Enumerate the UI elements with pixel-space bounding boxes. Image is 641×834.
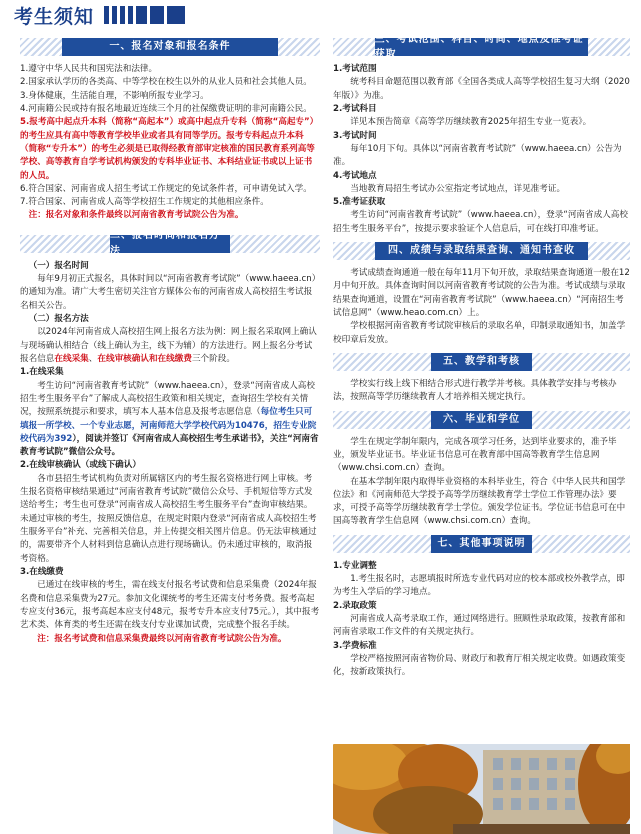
s3-item-1-text: 统考科目命题范围以教育部《全国各类成人高等学校招生复习大纲（2020年版）》为准。 <box>333 77 630 101</box>
title-decoration <box>104 6 185 24</box>
s2-step3-text: 已通过在线审核的考生，需在线支付报名考试费和信息采集费（2024年报名费和信息采集费为27元。参加文化课统考的考生还需支付考务费。报考高起专应支付36元，报考高起本应支付48元，报考专升本应支付75元。），其中报考艺术类、体育类的考生还需在线支付专业课加试费，完成整个报名手续。 <box>20 580 320 631</box>
s2-sub2-text-c: 三个阶段。 <box>191 353 235 364</box>
s2-sub1-title: （一）报名时间 <box>28 260 89 271</box>
s7-text-3: 学校严格按照河南省物价局、财政厅和教育厅相关规定收费。如遇政策变化，按新政策执行。 <box>333 653 626 678</box>
s1-item-1: 1.遵守中华人民共和国宪法和法律。 <box>20 64 158 74</box>
section-4-title: 四、成绩与录取结果查询、通知书查收 <box>375 242 589 260</box>
section-7-header <box>333 535 630 553</box>
s7-heading-1: 1.专业调整 <box>333 560 377 571</box>
section-5-body <box>333 378 630 405</box>
s2-step1-text <box>20 380 320 460</box>
s6-paragraph-1: 学生在规定学制年限内，完成各项学习任务，达到毕业要求的，准予毕业，颁发毕业证书。毕业证书信息可在教育部中国高等教育学生信息网（www.chsi.com.cn）查询。 <box>333 436 617 474</box>
section-2-title: 二、报名时间和报名方法 <box>110 235 230 253</box>
section-4-body <box>333 267 630 347</box>
section-5-header <box>333 353 630 371</box>
section-7-body <box>333 560 630 680</box>
s7-heading-2: 2.录取政策 <box>333 600 377 611</box>
section-1-header <box>20 38 320 56</box>
s3-item-4-text: 当地教育局招生考试办公室指定考试地点，详见准考证。 <box>350 183 566 194</box>
s1-item-3: 3.身体健康，生活能自理，不影响所报专业学习。 <box>20 90 209 101</box>
s3-item-5-text: 考生访问“河南省教育考试院”（www.haeea.cn），登录“河南省成人高校招生考生服务平台”，按提示要求验证个人信息后，可在线打印准考证。 <box>333 210 628 234</box>
section-6-title: 六、毕业和学位 <box>431 411 532 429</box>
s3-item-3-text: 每年10月下旬。具体以“河南省教育考试院”（www.haeea.cn）公告为准。 <box>333 143 622 168</box>
s3-item-1-heading: 1.考试范围 <box>333 64 377 74</box>
s6-paragraph-2: 在基本学制年限内取得毕业资格的本科毕业生，符合《中华人民共和国学位法》和《河南师范大学授予高等学历继续教育学士学位工作管理办法》要求，可授予高等学历继续教育学士学位。颁发学位证书。学位证书信息可在中国高等教育学生信息网（www.chsi.com.cn）查询。 <box>333 476 626 527</box>
s1-item-7: 7.符合国家、河南省成人高等学校招生工作规定的其他相应条件。 <box>20 197 269 208</box>
s2-step3-title: 3.在线缴费 <box>20 566 64 577</box>
section-5-title: 五、教学和考核 <box>431 353 532 371</box>
s2-sub2-red-2: 在线审核确认和在线缴费 <box>97 353 192 364</box>
s2-step1-text-b: ），阅读并签订《河南省成人高校招生考生承诺书》，关注“河南省教育考试院”微信公众号。 <box>20 433 319 458</box>
section-3-header <box>333 33 630 60</box>
section-7-title: 七、其他事项说明 <box>431 535 532 553</box>
s1-item-2: 2.国家承认学历的各类高、中等学校在校生以外的从业人员和社会其他人员。 <box>20 77 312 88</box>
s7-text-1: 1.考生报名时，志愿填报时所选专业代码对应的校本部或校外教学点，即为考生入学后的学习地点。 <box>333 574 625 598</box>
s2-step1-highlight: 每位考生只可填报一所学校、一个专业志愿，河南师范大学学校代码为10476，招生专业院校代码为392 <box>20 407 317 444</box>
s3-item-5-heading: 5.准考证获取 <box>333 197 386 208</box>
s3-item-2-text: 详见本预告简章《高等学历继续教育2025年招生专业一览表》。 <box>350 117 592 128</box>
s7-heading-3: 3.学费标准 <box>333 640 377 651</box>
s3-item-2-heading: 2.考试科目 <box>333 103 377 114</box>
section-1-title: 一、报名对象和报名条件 <box>62 38 278 56</box>
section-3-body <box>333 63 630 236</box>
section-6-header <box>333 411 630 429</box>
s7-text-2: 河南省成人高考录取工作，通过网络进行。照顾性录取政策，按教育部和河南省录取工作文件的有关规定执行。 <box>333 614 626 638</box>
s1-item-5: 5.报考高中起点升本科（简称“高起本”）或高中起点升专科（简称“高起专”）的考生应具有高中等教育学校毕业或者具有同等学历。报考专科起点升本科（简称“专升本”）的考生必须是已取得经教育部审定核准的国民教育系列高等学校、高等教育自学考试机构颁发的专科毕业证书、本科结业证书或以上证书的人员。 <box>20 117 319 181</box>
section-2-header <box>20 230 320 257</box>
campus-photo-illustration <box>333 744 630 834</box>
s1-item-6: 6.符合国家、河南省成人招生考试工作规定的免试条件者，可申请免试入学。 <box>20 183 312 194</box>
s3-item-3-heading: 3.考试时间 <box>333 130 377 141</box>
s2-sub2-text-a: 以2024年河南省成人高校招生网上报名方法为例：网上报名采取网上确认与现场确认相结合（线上确认为主，线下为辅）的方法进行。网上报名分考试报名信息 <box>20 327 317 364</box>
title-bar <box>0 0 641 30</box>
section-1-body <box>20 63 320 223</box>
left-column <box>20 38 320 646</box>
s2-step2-title: 2.在线审核确认（或线下确认） <box>20 460 141 471</box>
s2-sub2-text <box>20 326 320 366</box>
s2-step2-text: 各市县招生考试机构负责对所属辖区内的考生报名资格进行网上审核。考生报名资格审核结果通过“河南省教育考试院”微信公众号、手机短信等方式发送给考生；考生也可登录“河南省成人高校招生考生服务平台”查询审核结果。未通过审核的考生，按照反馈信息，在规定时限内登录“河南省成人高校招生考生服务平台”补充、完善相关信息，并上传提交相关图片信息。仍无法审核通过的，需要带齐个人材料到信息确认点进行现场确认。仍未通过审核的，取消报考资格。 <box>20 473 317 564</box>
right-column <box>333 33 630 680</box>
section-2-body <box>20 260 320 646</box>
s2-sub2-title: （二）报名方法 <box>28 314 89 324</box>
s3-item-4-heading: 4.考试地点 <box>333 170 377 181</box>
section-4-header <box>333 242 630 260</box>
s2-step1-title: 1.在线采集 <box>20 367 64 378</box>
s5-paragraph-1: 学校实行线上线下相结合形式进行教学并考核。具体教学安排与考核办法，按照高等学历继续教育人才培养相关规定执行。 <box>333 378 617 403</box>
section-3-title: 三、考试范围、科目、时间、地点及准考证获取 <box>375 38 589 56</box>
s1-item-4: 4.河南籍公民或持有报名地最近连续三个月的社保缴费证明的非河南籍公民。 <box>20 103 312 114</box>
s2-sub2-red-1: 在线采集 <box>54 353 89 364</box>
s4-paragraph-2: 学校根据河南省教育考试院审核后的录取名单，印制录取通知书，加盖学校印章后发放。 <box>333 321 626 345</box>
s4-paragraph-1: 考试成绩查询通道一般在每年11月下旬开放，录取结果查询通道一般在12月中旬开放。具体查询时间以河南省教育考试院的公告为准。考试成绩与录取结果查询通道，设置在“河南省教育考试院”（www.haeea.cn）“河南招生考试信息网”（www.heao.com.cn）上。 <box>333 268 630 318</box>
s2-note: 注：报名考试费和信息采集费最终以河南省教育考试院公告为准。 <box>37 633 287 644</box>
s2-step1-text-a: 考生访问“河南省教育考试院”（www.haeea.cn），登录“河南省成人高校招生考生服务平台”了解成人高校招生政策和相关规定，查询招生学校有关情况，按照系统提示和要求，填写本人基本信息及报考志愿信息（ <box>20 380 315 418</box>
page-title: 考生须知 <box>14 6 95 28</box>
s1-note: 注：报名对象和条件最终以河南省教育考试院公告为准。 <box>28 210 244 221</box>
section-6-body <box>333 436 630 529</box>
s2-sub1-text: 每年9月初正式报名，具体时间以“河南省教育考试院”（www.haeea.cn）的通知为准。请广大考生密切关注官方媒体公布的河南省成人高校招生考试报名相关公告。 <box>20 274 316 311</box>
campus-photo <box>333 744 630 834</box>
s2-sub2-text-b: 、 <box>88 353 98 364</box>
